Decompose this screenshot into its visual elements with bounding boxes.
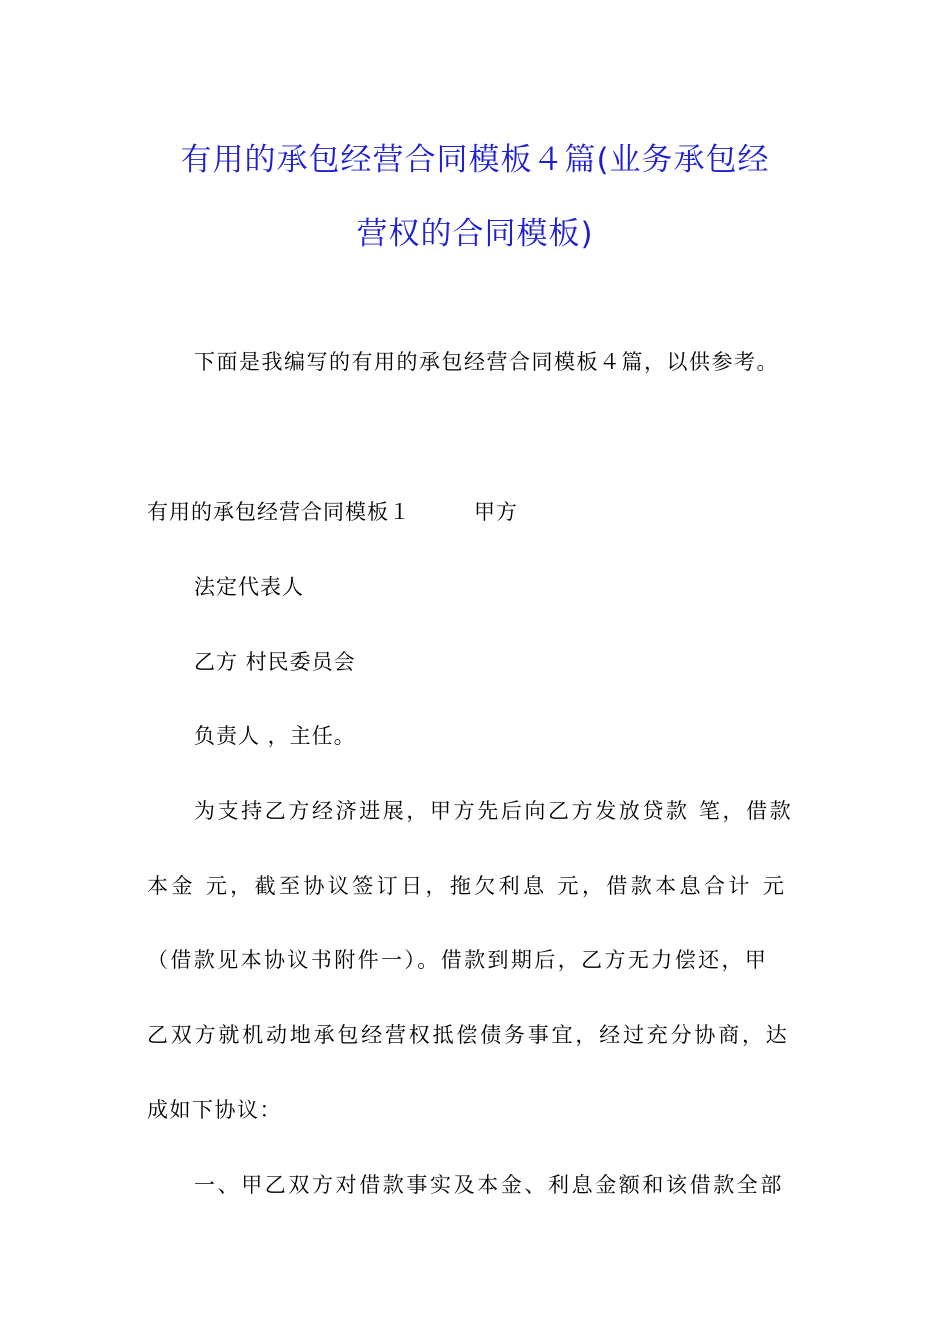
body-line: 为支持乙方经济进展，甲方先后向乙方发放贷款 笔，借款 xyxy=(194,799,794,823)
document-title-line-2: 营权的合同模板) xyxy=(356,216,594,252)
body-line: 成如下协议： xyxy=(147,1098,282,1122)
body-line: 本金 元，截至协议签订日，拖欠利息 元，借款本息合计 元 xyxy=(147,874,788,898)
party-a-label: 甲方 xyxy=(474,500,518,524)
section-heading: 有用的承包经营合同模板１ xyxy=(147,500,411,524)
body-line: 一、甲乙双方对借款事实及本金、利息金额和该借款全部 xyxy=(194,1173,784,1197)
body-line: （借款见本协议书附件一）。借款到期后，乙方无力偿还，甲 xyxy=(147,948,769,972)
body-line: 乙双方就机动地承包经营权抵偿债务事宜，经过充分协商，达 xyxy=(147,1023,790,1047)
responsible-person-label: 负责人 ，主任。 xyxy=(194,724,356,748)
intro-paragraph: 下面是我编写的有用的承包经营合同模板４篇，以供参考。 xyxy=(194,350,779,374)
document-title-line-1: 有用的承包经营合同模板４篇(业务承包经 xyxy=(180,142,770,178)
party-b-label: 乙方 村民委员会 xyxy=(194,650,356,674)
legal-representative-label: 法定代表人 xyxy=(194,575,304,599)
